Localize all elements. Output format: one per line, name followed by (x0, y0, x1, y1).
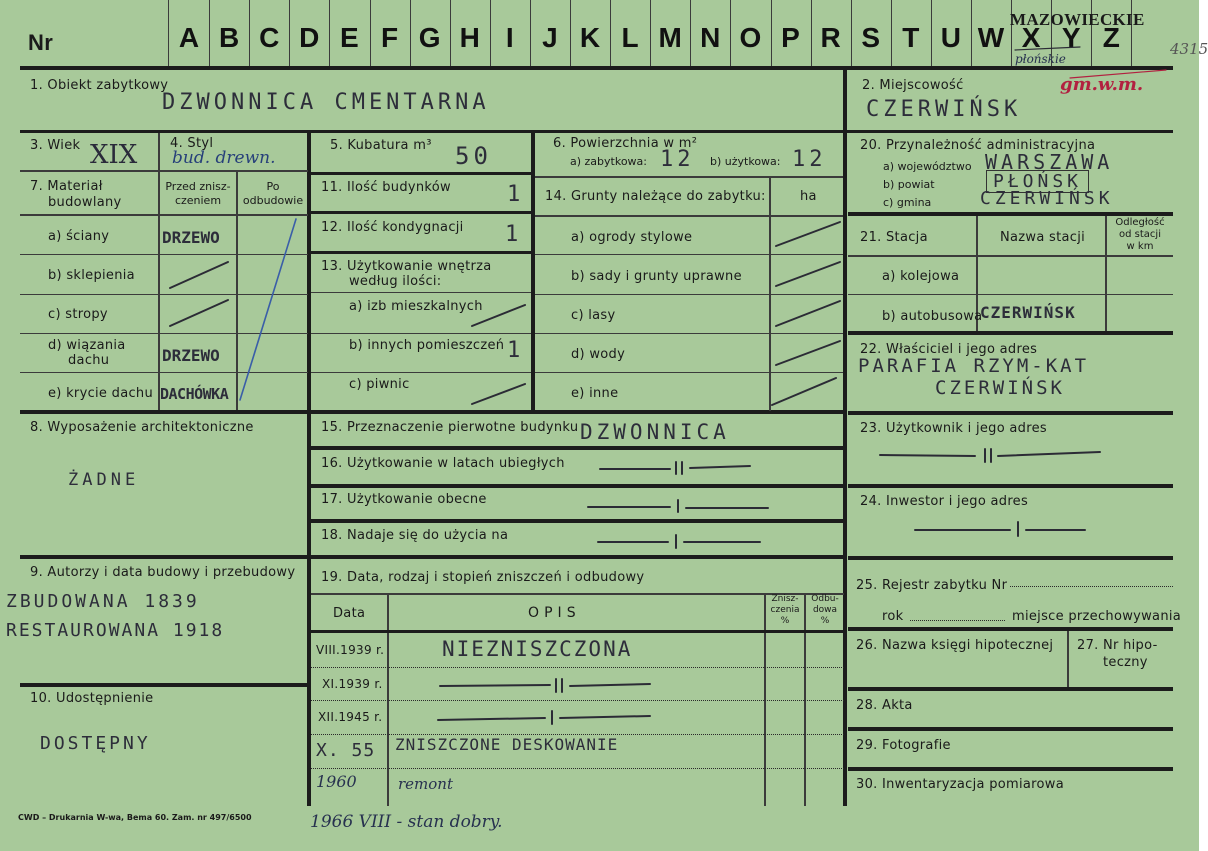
index-letter: K (579, 22, 601, 53)
field-14c-label: c) lasy (571, 308, 616, 323)
field-7c-label: c) stropy (48, 307, 108, 322)
field-13b-value: 1 (507, 338, 525, 363)
dash-mark (776, 222, 840, 246)
col-after-line2: odbudowie (242, 194, 304, 207)
field-7a-label: a) ściany (48, 229, 110, 244)
field-20b-label: b) powiat (883, 178, 935, 191)
field-13-label: 13. Użytkowanie wnętrza (321, 259, 492, 274)
field-15-label: 15. Przeznaczenie pierwotne budynku (321, 420, 579, 435)
distance-line3: w km (1126, 241, 1154, 252)
field-21-col-name: Nazwa stacji (1000, 230, 1086, 245)
dash-mark (776, 262, 840, 286)
voivodeship-label: MAZOWIECKIE (1010, 10, 1145, 29)
index-letter: G (418, 22, 441, 53)
field-19-col-desc: O P I S (528, 605, 576, 621)
rebuild-line2: dowa (812, 605, 838, 615)
field-2-value: CZERWIŃSK (866, 97, 1022, 122)
field-15-value: DZWONNICA (580, 420, 730, 444)
damage-line1: Znisz- (771, 594, 799, 604)
index-letter: S (861, 22, 881, 53)
index-letter: P (781, 22, 800, 53)
index-letter: H (459, 22, 480, 53)
dash-mark (472, 384, 525, 404)
field-14b-label: b) sady i grunty uprawne (571, 269, 742, 284)
index-letter: A (178, 22, 200, 53)
field-26-label: 26. Nazwa księgi hipotecznej (856, 638, 1054, 653)
field-28-label: 28. Akta (856, 698, 913, 713)
index-letter: J (542, 22, 558, 53)
field-20b-value: PŁOŃSK (986, 170, 1089, 193)
index-letter: E (340, 22, 359, 53)
field-20a-label: a) województwo (883, 160, 972, 173)
col-after-line1: Po (266, 180, 280, 193)
distance-line1: Odległość (1115, 217, 1165, 228)
ditto-mark (440, 679, 650, 692)
field-2-label: 2. Miejscowość (862, 78, 964, 93)
field-20-label: 20. Przynależność administracyjna (860, 138, 1096, 153)
field-2-note: gm.w.m. (1060, 74, 1144, 95)
field-29-label: 29. Fotografie (856, 738, 951, 753)
index-letter: F (380, 22, 399, 53)
index-letter: U (940, 22, 961, 53)
field-7d-label: d) wiązania (48, 338, 126, 353)
field-22-value-1: PARAFIA RZYM-KAT (858, 355, 1090, 377)
field-7d-value: DRZEWO (162, 346, 220, 365)
field-22-label: 22. Właściciel i jego adres (860, 342, 1038, 357)
field-21b-label: b) autobusowa (882, 309, 983, 324)
index-letter: Y (1061, 22, 1081, 53)
table-row-date: 1960 (316, 772, 357, 791)
distance-line2: od stacji (1119, 229, 1161, 240)
field-1-label: 1. Obiekt zabytkowy (30, 78, 169, 93)
nr-label: Nr (28, 30, 54, 55)
field-25-label: 25. Rejestr zabytku Nr (856, 578, 1008, 593)
field-3-value: XIX (90, 140, 138, 170)
note-underline (1015, 47, 1080, 50)
field-9-value-2: RESTAUROWANA 1918 (6, 620, 225, 641)
field-5-label: 5. Kubatura m³ (330, 138, 432, 153)
table-row-date: XII.1945 r. (318, 710, 383, 724)
field-14a-label: a) ogrody stylowe (571, 230, 693, 245)
index-letter: W (977, 22, 1005, 53)
index-letter: I (505, 22, 514, 53)
rebuild-line1: Odbu- (811, 594, 839, 604)
field-7e-label: e) krycie dachu (48, 386, 154, 401)
field-19-col-date: Data (333, 606, 366, 621)
field-21-label: 21. Stacja (860, 230, 928, 245)
field-1-value: DZWONNICA CMENTARNA (162, 90, 490, 115)
damage-line3: % (780, 616, 790, 626)
card-number: 4315 (1170, 40, 1208, 58)
field-14e-label: e) inne (571, 386, 619, 401)
field-7-label: 7. Materiał (30, 179, 103, 194)
field-20c-value: CZERWIŃSK (980, 188, 1114, 209)
table-row-desc: ZNISZCZONE DESKOWANIE (395, 735, 619, 754)
field-4-label: 4. Styl (170, 136, 214, 151)
dash-mark (772, 378, 836, 405)
index-letter: Z (1102, 22, 1120, 53)
ditto-mark (588, 500, 768, 512)
index-letter: L (621, 22, 639, 53)
field-6b-label: b) użytkowa: (710, 155, 781, 168)
field-8-value: ŻADNE (68, 470, 140, 490)
field-20c-label: c) gmina (883, 196, 932, 209)
field-19-extra-note: 1966 VIII - stan dobry. (310, 812, 503, 832)
field-13b-label: b) innych pomieszczeń (349, 338, 505, 353)
field-16-label: 16. Użytkowanie w latach ubiegłych (321, 456, 565, 471)
field-14-label: 14. Grunty należące do zabytku: (545, 189, 766, 204)
index-letter: N (700, 22, 721, 53)
field-14-unit: ha (800, 189, 817, 204)
field-7a-value: DRZEWO (162, 228, 220, 247)
dash-mark (170, 300, 228, 326)
field-3-label: 3. Wiek (30, 138, 81, 153)
table-row-desc: NIEZNISZCZONA (442, 637, 633, 661)
field-10-value: DOSTĘPNY (40, 733, 151, 754)
field-5-value: 50 (455, 142, 492, 170)
note-underline (1070, 70, 1166, 78)
field-4-value: bud. drewn. (172, 148, 276, 168)
index-letter: M (658, 22, 682, 53)
field-7d-label-2: dachu (68, 353, 110, 368)
table-row-date: X. 55 (316, 740, 376, 761)
field-27-label-2: teczny (1103, 655, 1148, 670)
index-letter: C (259, 22, 280, 53)
field-11-label: 11. Ilość budynków (321, 180, 451, 195)
ditto-mark (598, 535, 760, 548)
field-12-label: 12. Ilość kondygnacji (321, 220, 464, 235)
dash-mark (472, 305, 525, 326)
damage-line2: czenia (770, 605, 800, 615)
ditto-mark (438, 711, 650, 724)
table-row-date: VIII.1939 r. (316, 643, 385, 657)
ditto-mark (880, 449, 1100, 462)
index-letter: T (902, 22, 920, 53)
index-letter: B (218, 22, 240, 53)
field-18-label: 18. Nadaje się do użycia na (321, 528, 509, 543)
field-7b-label: b) sklepienia (48, 268, 135, 283)
table-row-date: XI.1939 r. (322, 677, 383, 691)
ditto-mark (600, 462, 750, 474)
field-8-label: 8. Wyposażenie architektoniczne (30, 420, 254, 435)
field-24-label: 24. Inwestor i jego adres (860, 494, 1029, 509)
field-17-label: 17. Użytkowanie obecne (321, 492, 487, 507)
field-19-label: 19. Data, rodzaj i stopień zniszczeń i odbudowy (321, 570, 645, 585)
field-13a-label: a) izb mieszkalnych (349, 299, 483, 314)
field-27-label: 27. Nr hipo- (1077, 638, 1158, 653)
field-12-value: 1 (505, 222, 523, 247)
dash-mark (776, 341, 840, 365)
field-13-label-2: według ilości: (349, 274, 442, 289)
printer-imprint: CWD – Drukarnia W-wa, Bema 60. Zam. nr 497/6500 (18, 813, 252, 822)
after-rebuild-slash (240, 219, 296, 400)
field-30-label: 30. Inwentaryzacja pomiarowa (856, 777, 1064, 792)
field-6a-value: 12 (660, 147, 695, 172)
field-25-year-label: rok (882, 609, 904, 624)
field-14d-label: d) wody (571, 347, 626, 362)
field-21a-label: a) kolejowa (882, 269, 960, 284)
field-25-place-label: miejsce przechowywania (1012, 609, 1182, 624)
field-20a-value: WARSZAWA (985, 150, 1114, 174)
dash-mark (776, 301, 840, 326)
field-21b-value: CZERWIŃSK (980, 303, 1076, 322)
field-6b-value: 12 (792, 147, 827, 172)
dash-mark (170, 262, 228, 288)
field-6-label: 6. Powierzchnia w m² (553, 136, 698, 151)
field-11-value: 1 (507, 182, 525, 207)
field-6a-label: a) zabytkowa: (570, 155, 647, 168)
field-10-label: 10. Udostępnienie (30, 691, 154, 706)
ditto-mark (915, 522, 1085, 536)
field-13c-label: c) piwnic (349, 377, 410, 392)
table-row-desc: remont (398, 775, 453, 793)
col-before-line2: czeniem (174, 194, 222, 207)
index-letter: R (820, 22, 841, 53)
field-23-label: 23. Użytkownik i jego adres (860, 421, 1047, 436)
field-22-value-2: CZERWIŃSK (935, 377, 1065, 399)
index-letter: X (1021, 22, 1041, 53)
field-7-label-2: budowlany (48, 195, 122, 210)
field-7e-value: DACHÓWKA (160, 385, 229, 403)
field-9-value-1: ZBUDOWANA 1839 (6, 591, 200, 612)
index-letter: D (299, 22, 320, 53)
col-before-line1: Przed znisz- (165, 180, 231, 193)
rebuild-line3: % (820, 616, 830, 626)
index-letter: O (739, 22, 762, 53)
field-9-label: 9. Autorzy i data budowy i przebudowy (30, 565, 296, 580)
handwritten-note: płońskie (1015, 52, 1066, 66)
